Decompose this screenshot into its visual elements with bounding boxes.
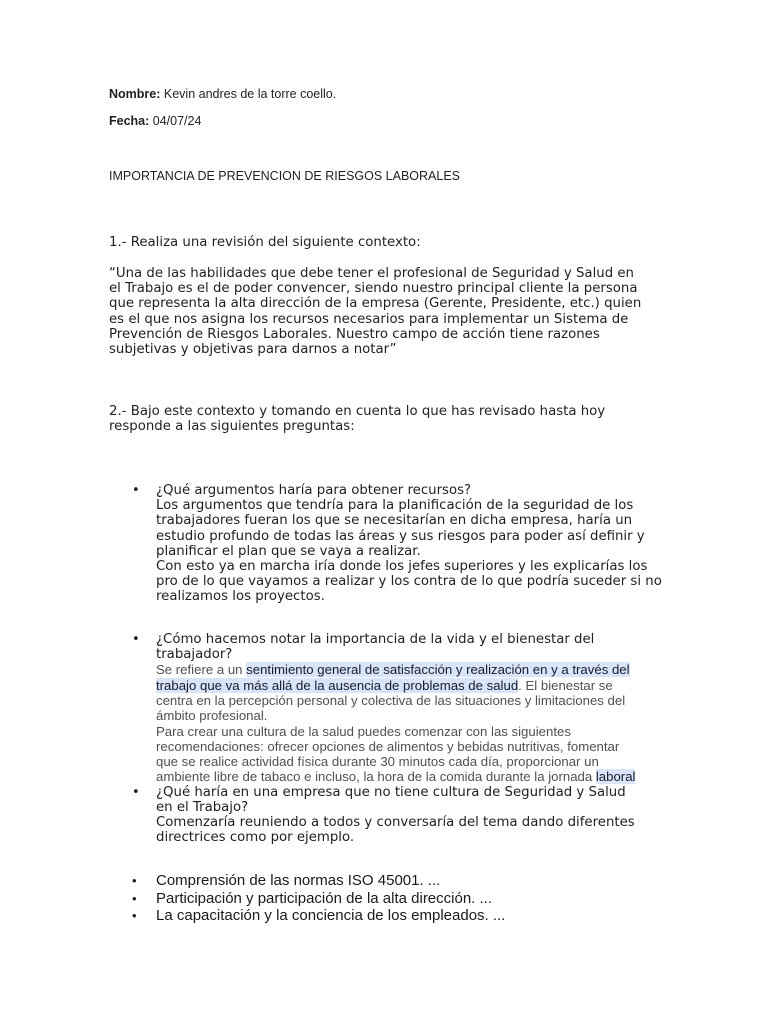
answer-2-post: . El bienestar se centra en la percepción personal y colectiva de las situaciones y limitaciones del ámbito profesional. (156, 677, 626, 724)
answer-1-p1: Los argumentos que tendría para la planificación de la seguridad de los trabajadores fueran los que se necesitarían en dicha empresa, haría un estudio profundo de todas las áreas y sus riesgos para poder así definir y planificar el plan que se vaya a realizar. (156, 498, 645, 559)
name-label: Nombre: (109, 87, 161, 101)
answer-1-p2: Con esto ya en marcha iría donde los jefes superiores y les explicarías los pro de lo que vayamos a realizar y los contra de lo que podría suceder si no realizamos los proyectos. (156, 559, 662, 605)
answer-2b-highlight: laboral (595, 769, 636, 785)
section1-heading: 1.- Realiza una revisión del siguiente contexto: (109, 235, 421, 250)
date-value: 04/07/24 (149, 114, 202, 128)
list-item-q3 (132, 785, 637, 846)
answer-2b-pre: Para crear una cultura de la salud puedes comenzar con las siguientes recomendaciones: ofrecer opciones de alimentos y bebidas nutritivas, fomentar que se realice actividad física durante 30 minutos cada día, proporcionar un ambiente libre de tabaco e incluso, la hora de la comida durante la jornada (156, 723, 620, 785)
answer-2-p2 (156, 724, 637, 785)
questions-list-2 (132, 632, 637, 846)
answer-3: Comenzaría reuniendo a todos y conversaría del tema dando diferentes directrices como por ejemplo. (156, 815, 635, 846)
final-list (132, 872, 662, 925)
final-list-item: • Participación y participación de la alta dirección. ... (132, 890, 662, 908)
final-list-item: • Comprensión de las normas ISO 45001. ... (132, 872, 662, 890)
name-value: Kevin andres de la torre coello. (160, 87, 337, 101)
date-label: Fecha: (109, 114, 150, 128)
question-3: • ¿Qué haría en una empresa que no tiene cultura de Seguridad y Salud en el Trabajo? (156, 784, 626, 815)
date-line (109, 114, 201, 128)
name-line (109, 87, 336, 101)
list-item-q2 (132, 632, 637, 785)
answer-2-pre: Se refiere a un (156, 662, 247, 678)
document-title: IMPORTANCIA DE PREVENCION DE RIESGOS LABORALES (109, 169, 461, 183)
answer-2-p1 (156, 662, 637, 723)
answer-2-highlight: sentimiento general de satisfacción y realización en y a través del trabajo que va más allá de la ausencia de problemas de salud (156, 662, 630, 693)
question-1: • ¿Qué argumentos haría para obtener recursos? (156, 483, 472, 498)
question-2: • ¿Cómo hacemos notar la importancia de la vida y el bienestar del trabajador? (156, 632, 595, 663)
questions-list-1 (132, 483, 662, 605)
context-quote: “Una de las habilidades que debe tener el profesional de Seguridad y Salud en el Trabajo es el de poder convencer, siendo nuestro principal cliente la persona que representa la alta dirección de la empresa (Gerente, Presidente, etc.) quien es el que nos asigna los recursos necesarios para implementar un Sistema de Prevención de Riesgos Laborales. Nuestro campo de acción tiene razones subjetivas y objetivas para darnos a notar” (109, 266, 642, 358)
final-list-item: • La capacitación y la conciencia de los empleados. ... (132, 907, 662, 925)
section2-heading: 2.- Bajo este contexto y tomando en cuenta lo que has revisado hasta hoy responde a las siguientes preguntas: (109, 404, 606, 435)
list-item-q1 (132, 483, 662, 605)
